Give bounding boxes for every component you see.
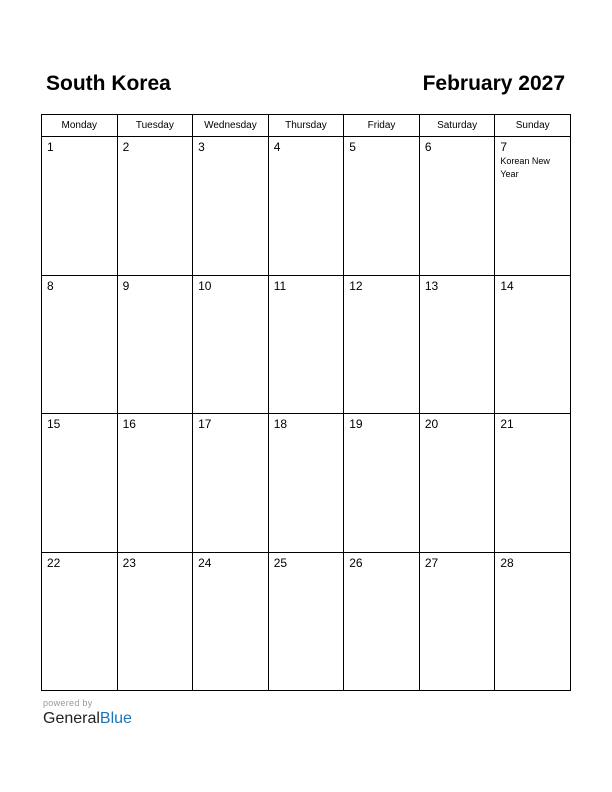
holiday-label — [118, 154, 193, 155]
holiday-label — [344, 431, 419, 432]
day-cell — [419, 137, 495, 276]
day-cell — [495, 275, 571, 414]
weekday-header: Thursday — [268, 115, 344, 137]
day-cell — [268, 414, 344, 553]
day-cell — [42, 275, 118, 414]
day-cell — [42, 552, 118, 691]
holiday-label — [269, 293, 344, 294]
holiday-label — [118, 431, 193, 432]
holiday-label — [193, 431, 268, 432]
holiday-label — [420, 293, 495, 294]
month-year-title: February 2027 — [422, 72, 565, 95]
day-cell — [117, 552, 193, 691]
day-number: 28 — [500, 555, 514, 570]
weekday-header: Sunday — [495, 115, 571, 137]
holiday-label — [118, 293, 193, 294]
powered-by-label: powered by — [43, 698, 93, 708]
day-cell — [193, 414, 269, 553]
country-title: South Korea — [46, 72, 171, 95]
day-number: 3 — [198, 140, 205, 154]
weekday-header: Wednesday — [193, 115, 269, 137]
day-number: 6 — [424, 140, 432, 154]
day-cell — [495, 137, 571, 276]
holiday-label — [42, 293, 117, 294]
week-row — [42, 137, 571, 276]
day-number: 24 — [198, 555, 212, 570]
day-number: 17 — [198, 417, 212, 431]
week-row — [42, 275, 571, 414]
day-number: 4 — [273, 140, 281, 154]
day-cell — [268, 275, 344, 414]
day-cell — [193, 275, 269, 414]
day-number: 2 — [122, 140, 130, 154]
day-number: 8 — [47, 278, 54, 293]
calendar-grid — [41, 114, 571, 691]
holiday-label — [269, 570, 344, 571]
holiday-label — [42, 154, 117, 155]
holiday-label — [118, 570, 193, 571]
holiday-label — [269, 154, 344, 155]
day-number: 27 — [424, 555, 439, 570]
day-number: 23 — [122, 555, 136, 570]
holiday-label — [42, 570, 117, 571]
week-row — [42, 552, 571, 691]
day-cell — [344, 137, 420, 276]
day-number: 21 — [500, 417, 514, 431]
day-cell — [344, 552, 420, 691]
day-number: 14 — [500, 278, 514, 293]
day-cell — [495, 414, 571, 553]
weekday-header: Tuesday — [117, 115, 193, 137]
holiday-label — [495, 431, 570, 432]
day-number: 18 — [273, 417, 288, 431]
day-number: 5 — [349, 140, 356, 154]
generalblue-logo — [43, 709, 132, 729]
holiday-label — [42, 431, 117, 432]
holiday-label — [193, 154, 268, 155]
holiday-label — [495, 570, 570, 571]
weekday-header: Monday — [42, 115, 118, 137]
day-number: 26 — [349, 555, 363, 570]
brand-name-general: General — [43, 710, 100, 727]
weekday-header-row — [42, 115, 571, 137]
weekday-header: Friday — [344, 115, 420, 137]
day-cell — [419, 275, 495, 414]
holiday-label — [344, 293, 419, 294]
day-cell — [117, 275, 193, 414]
holiday-label — [420, 570, 495, 571]
day-cell — [117, 414, 193, 553]
day-number: 1 — [47, 140, 54, 154]
day-cell — [117, 137, 193, 276]
day-cell — [344, 414, 420, 553]
day-cell — [419, 414, 495, 553]
day-number: 20 — [424, 417, 439, 431]
day-cell — [42, 414, 118, 553]
day-number: 13 — [424, 278, 439, 293]
week-row — [42, 414, 571, 553]
brand-name-blue: Blue — [99, 710, 132, 727]
day-cell — [42, 137, 118, 276]
weekday-header: Saturday — [419, 115, 495, 137]
holiday-label — [344, 154, 419, 155]
holiday-label: Korean New Year — [500, 156, 550, 179]
day-cell — [495, 552, 571, 691]
day-cell — [419, 552, 495, 691]
holiday-label — [344, 570, 419, 571]
holiday-label — [269, 431, 344, 432]
day-number: 12 — [349, 278, 363, 293]
day-number: 11 — [273, 278, 287, 293]
holiday-label — [420, 431, 495, 432]
day-number: 25 — [273, 555, 288, 570]
day-number: 10 — [198, 278, 212, 293]
day-number: 22 — [47, 555, 61, 570]
footer-branding — [43, 698, 132, 729]
holiday-label — [193, 570, 268, 571]
day-number: 9 — [122, 278, 130, 293]
day-number: 16 — [122, 417, 136, 431]
day-cell — [193, 137, 269, 276]
day-cell — [268, 137, 344, 276]
day-number: 7 — [500, 140, 508, 154]
day-cell — [268, 552, 344, 691]
day-cell — [344, 275, 420, 414]
holiday-label — [193, 293, 268, 294]
holiday-label — [495, 293, 570, 294]
day-number: 15 — [47, 417, 61, 431]
holiday-label — [420, 154, 495, 155]
day-number: 19 — [349, 417, 363, 431]
day-cell — [193, 552, 269, 691]
